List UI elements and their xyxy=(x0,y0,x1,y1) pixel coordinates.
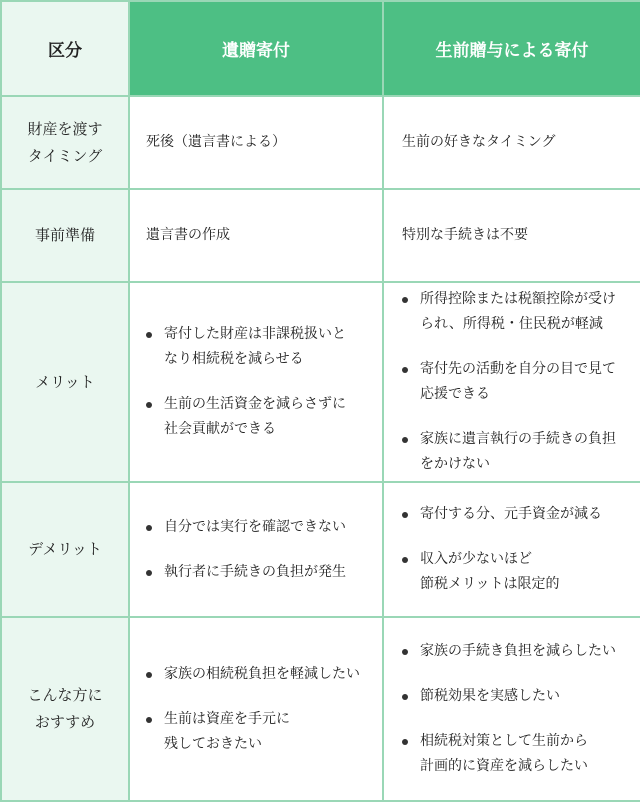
bequest-recommended xyxy=(129,617,383,801)
list-item xyxy=(402,729,640,779)
bequest-demerits xyxy=(129,482,383,617)
lifetime-demerits xyxy=(383,482,640,617)
lifetime-merits xyxy=(383,282,640,482)
bullet-dot-icon xyxy=(402,512,408,518)
bullet-dot-icon xyxy=(402,694,408,700)
list-item xyxy=(402,357,640,407)
bullet-dot-icon xyxy=(146,717,152,723)
list-item xyxy=(146,392,382,442)
table-row-timing xyxy=(1,96,640,189)
bequest-timing: 死後（遺言書による） xyxy=(129,96,383,189)
list-item-text: 家族に遺言執行の手続きの負担 をかけない xyxy=(420,431,616,472)
row-label-preparation: 事前準備 xyxy=(1,189,129,282)
bullet-dot-icon xyxy=(146,332,152,338)
bullet-dot-icon xyxy=(402,649,408,655)
list-item-text: 自分では実行を確認できない xyxy=(164,518,346,535)
list-item xyxy=(146,560,382,585)
list-item xyxy=(402,639,640,664)
lifetime-preparation: 特別な手続きは不要 xyxy=(383,189,640,282)
list-item xyxy=(146,515,382,540)
bullet-list xyxy=(146,515,382,585)
bullet-dot-icon xyxy=(146,402,152,408)
row-label-recommended: こんな方に おすすめ xyxy=(1,617,129,801)
list-item-text: 寄付先の活動を自分の目で見て 応援できる xyxy=(420,361,616,402)
bullet-dot-icon xyxy=(146,672,152,678)
list-item xyxy=(402,287,640,337)
header-lifetime: 生前贈与による寄付 xyxy=(383,1,640,96)
bullet-list xyxy=(402,502,640,597)
list-item xyxy=(402,547,640,597)
lifetime-recommended xyxy=(383,617,640,801)
bequest-merits xyxy=(129,282,383,482)
list-item-text: 生前の生活資金を減らさずに 社会貢献ができる xyxy=(164,396,346,437)
list-item-text: 相続税対策として生前から 計画的に資産を減らしたい xyxy=(420,733,588,774)
list-item xyxy=(402,502,640,527)
bullet-dot-icon xyxy=(402,739,408,745)
row-label-timing: 財産を渡す タイミング xyxy=(1,96,129,189)
bullet-dot-icon xyxy=(402,297,408,303)
table-row-preparation xyxy=(1,189,640,282)
table-row-merits xyxy=(1,282,640,482)
bullet-list xyxy=(146,662,382,757)
row-label-merits: メリット xyxy=(1,282,129,482)
list-item xyxy=(402,427,640,477)
bullet-dot-icon xyxy=(402,367,408,373)
list-item xyxy=(146,662,382,687)
header-row xyxy=(1,1,640,96)
table-row-recommended xyxy=(1,617,640,801)
list-item-text: 収入が少ないほど 節税メリットは限定的 xyxy=(420,551,560,592)
list-item xyxy=(146,322,382,372)
list-item-text: 家族の手続き負担を減らしたい xyxy=(420,643,616,659)
table-row-demerits xyxy=(1,482,640,617)
bullet-list xyxy=(402,639,640,779)
bullet-list xyxy=(146,322,382,442)
bullet-list xyxy=(402,287,640,477)
list-item xyxy=(146,707,382,757)
header-bequest: 遺贈寄付 xyxy=(129,1,383,96)
bullet-dot-icon xyxy=(402,557,408,563)
list-item-text: 所得控除または税額控除が受け られ、所得税・住民税が軽減 xyxy=(420,291,616,332)
list-item-text: 家族の相続税負担を軽減したい xyxy=(164,665,360,682)
bullet-dot-icon xyxy=(146,570,152,576)
lifetime-timing: 生前の好きなタイミング xyxy=(383,96,640,189)
list-item-text: 節税効果を実感したい xyxy=(420,688,560,704)
list-item-text: 生前は資産を手元に 残しておきたい xyxy=(164,710,290,752)
list-item-text: 寄付した財産は非課税扱いと なり相続税を減らせる xyxy=(164,326,346,367)
header-category: 区分 xyxy=(1,1,129,96)
row-label-demerits: デメリット xyxy=(1,482,129,617)
bequest-preparation: 遺言書の作成 xyxy=(129,189,383,282)
list-item-text: 寄付する分、元手資金が減る xyxy=(420,506,602,522)
bullet-dot-icon xyxy=(146,525,152,531)
list-item-text: 執行者に手続きの負担が発生 xyxy=(164,563,346,580)
list-item xyxy=(402,684,640,709)
bullet-dot-icon xyxy=(402,437,408,443)
